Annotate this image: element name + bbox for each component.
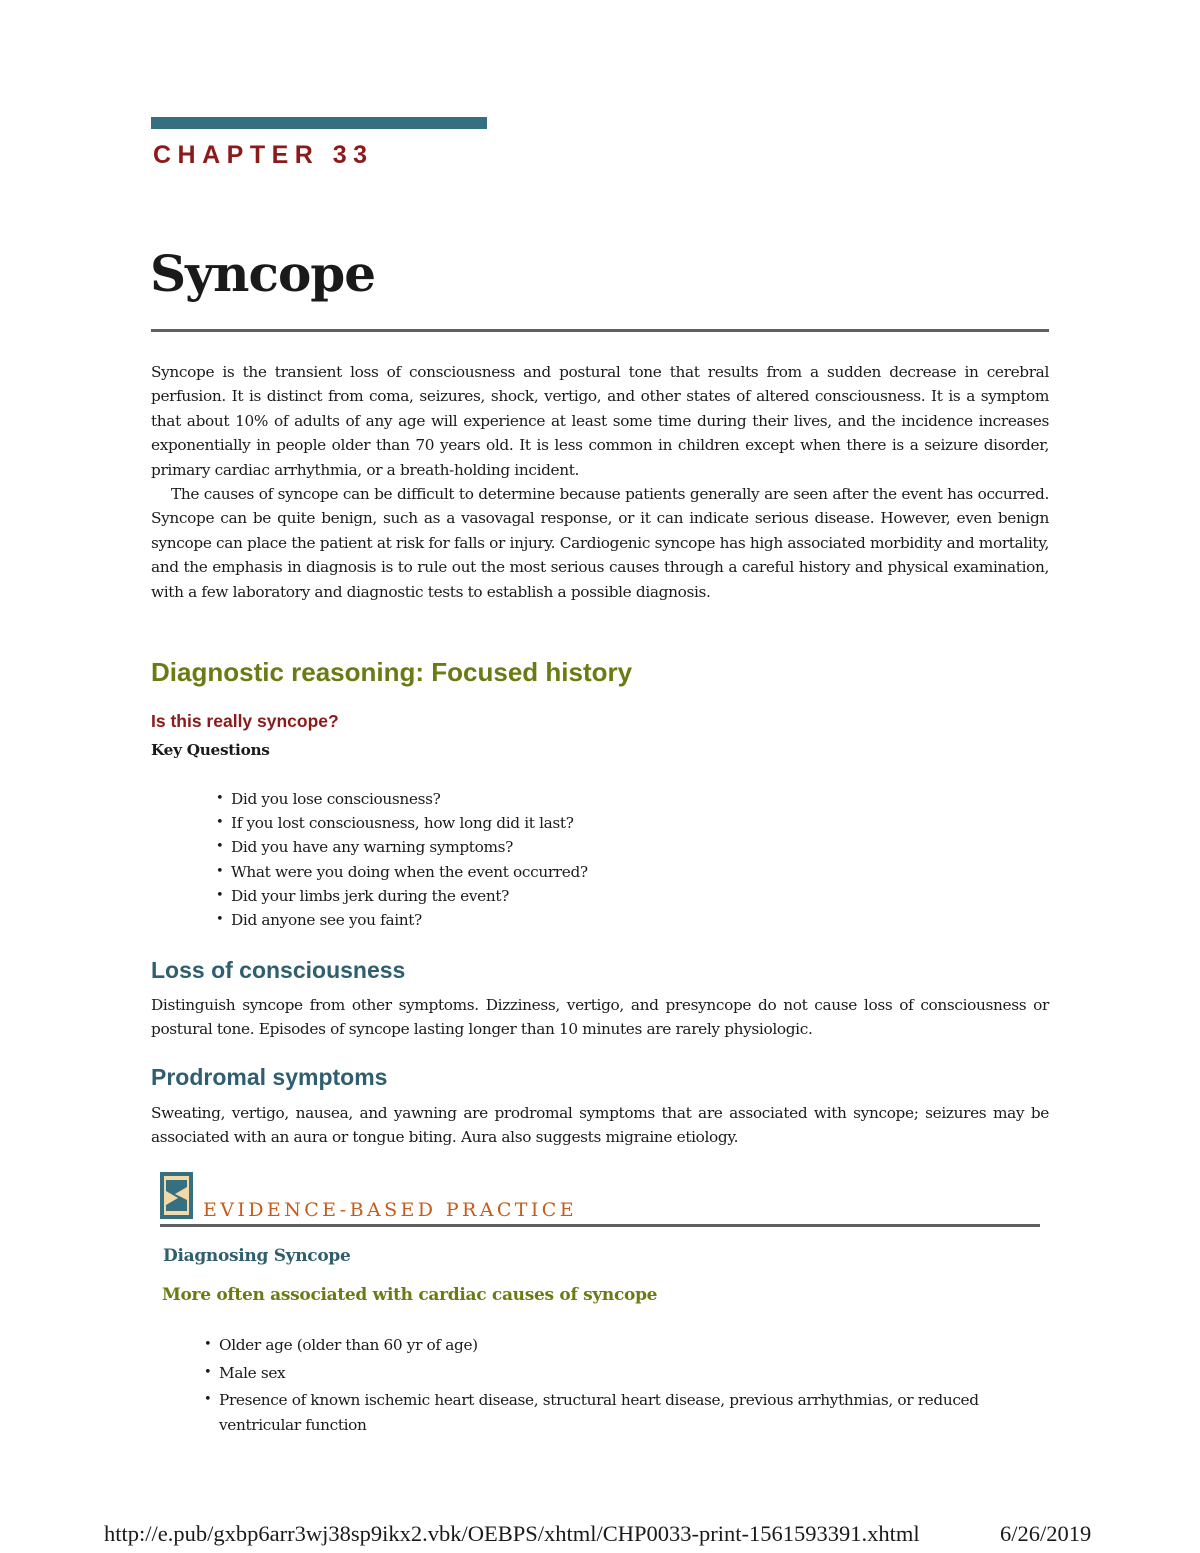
list-item: • If you lost consciousness, how long did it last? xyxy=(216,811,588,835)
list-item: • What were you doing when the event occurred? xyxy=(216,860,588,884)
bullet-icon: • xyxy=(216,815,224,831)
evidence-subtitle: Diagnosing Syncope xyxy=(163,1246,351,1266)
evidence-divider xyxy=(160,1224,1040,1227)
chapter-accent-bar xyxy=(151,117,487,129)
bullet-icon: • xyxy=(216,887,224,903)
chapter-label: CHAPTER 33 xyxy=(153,141,374,169)
intro-paragraph-2: The causes of syncope can be difficult to determine because patients generally are seen after the event has occurred. Syncope can be quite benign, such as a vasovagal response, or it can indicate serious disease. However, even benign syncope can place the patient at risk for falls or injury. Cardiogenic syncope has high associated morbidity and mortality, and the emphasis in diagnosis is to rule out the most serious causes through a careful history and physical examination, with a few laboratory and diagnostic tests to establish a possible diagnosis. xyxy=(151,485,1049,601)
bullet-icon: • xyxy=(216,791,224,806)
page-title: Syncope xyxy=(150,244,376,303)
title-divider xyxy=(151,329,1049,332)
evidence-heading: More often associated with cardiac causes of syncope xyxy=(162,1285,658,1305)
evidence-based-practice-icon xyxy=(160,1172,193,1219)
list-item: • Presence of known ischemic heart disease, structural heart disease, previous arrhythmias, or reduced ventricular function xyxy=(204,1388,1044,1437)
key-questions-label: Key Questions xyxy=(151,741,270,759)
list-item: • Did your limbs jerk during the event? xyxy=(216,884,588,908)
diagnostic-heading: Diagnostic reasoning: Focused history xyxy=(151,657,633,687)
footer-date: 6/26/2019 xyxy=(1000,1521,1092,1546)
bullet-icon: • xyxy=(204,1337,212,1352)
diagnostic-subheading: Is this really syncope? xyxy=(151,711,339,731)
list-item: • Did you lose consciousness? xyxy=(216,787,588,811)
footer-url: http://e.pub/gxbp6arr3wj38sp9ikx2.vbk/OEBPS/xhtml/CHP0033-print-1561593391.xhtml xyxy=(104,1521,920,1546)
list-item: • Male sex xyxy=(204,1361,1044,1386)
bullet-icon: • xyxy=(204,1364,212,1380)
bullet-icon: • xyxy=(216,839,224,855)
list-item: • Older age (older than 60 yr of age) xyxy=(204,1333,1044,1358)
intro-paragraph-1: Syncope is the transient loss of consciousness and postural tone that results from a sudden decrease in cerebral perfusion. It is distinct from coma, seizures, shock, vertigo, and other states of altered consciousness. It is a symptom that about 10% of adults of any age will experience at least some time during their lives, and the incidence increases exponentially in people older than 70 years old. It is less common in children except when there is a seizure disorder, primary cardiac arrhythmia, or a breath-holding incident. xyxy=(151,363,1049,479)
bullet-icon: • xyxy=(216,863,224,879)
loss-of-consciousness-heading: Loss of consciousness xyxy=(151,957,406,983)
loss-of-consciousness-text: Distinguish syncope from other symptoms. Dizziness, vertigo, and presyncope do not cause loss of consciousness or postural tone. Episodes of syncope lasting longer than 10 minutes are rarely physiologic. xyxy=(151,996,1049,1039)
bullet-icon: • xyxy=(216,912,224,928)
prodromal-heading: Prodromal symptoms xyxy=(151,1064,388,1090)
prodromal-text: Sweating, vertigo, nausea, and yawning are prodromal symptoms that are associated with syncope; seizures may be associated with an aura or tongue biting. Aura also suggests migraine etiology. xyxy=(151,1104,1049,1147)
cardiac-causes-list xyxy=(204,1333,1044,1437)
list-item: • Did you have any warning symptoms? xyxy=(216,835,588,859)
bullet-icon: • xyxy=(204,1392,212,1407)
key-questions-list xyxy=(216,787,588,932)
evidence-based-practice-label: EVIDENCE-BASED PRACTICE xyxy=(203,1199,577,1221)
list-item: • Did anyone see you faint? xyxy=(216,908,588,932)
